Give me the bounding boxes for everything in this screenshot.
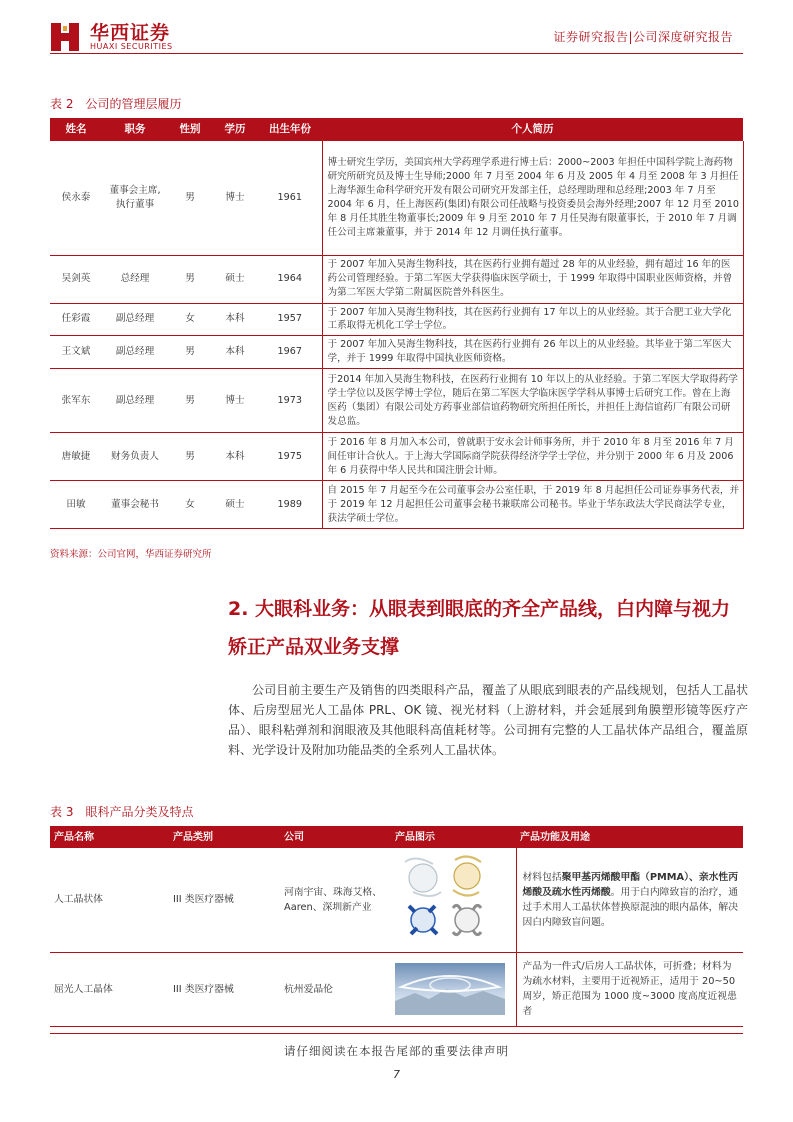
gender-cell: 男 [168,141,212,255]
bio-cell: 于2014 年加入昊海生物科技，在医药行业拥有 10 年以上的从业经验。于第二军医大学取得药学学士学位以及医学博士学位，随后在第二军医大学临床医学学科从事博士后研究工作。曾在上海医药（集团）有限公司处方药事业部信谊药物研究所担任所长，并担任上海信谊药厂有限公司研发总监。 [322,369,743,433]
bio-cell: 于 2007 年加入昊海生物科技，其在医药行业拥有 26 年以上的从业经验。其毕业于第二军医大学，并于 1999 年取得中国执业医师资格。 [322,336,743,369]
table2-caption: 表 2 公司的管理层履历 [50,97,182,111]
header-cell: 产品图示 [391,826,516,848]
intraocular-lens-image [395,852,505,948]
birth-year-cell: 1973 [258,369,322,433]
education-cell: 博士 [212,369,258,433]
education-cell: 本科 [212,336,258,369]
title-cell: 副总经理 [102,336,168,369]
name-cell: 吴剑英 [50,255,102,303]
bio-cell: 自 2015 年 7 月起至今在公司董事会办公室任职，于 2019 年 8 月起担任公司证券事务代表，并于 2019 年 12 月起担任公司董事会秘书兼联席公司秘书。毕业于华东政法大学民商法学专业，获法学硕士学位。 [322,481,743,529]
name-cell: 唐敏捷 [50,433,102,481]
section-paragraph: 公司目前主要生产及销售的四类眼科产品，覆盖了从眼底到眼表的产品线规划，包括人工晶状体、后房型屈光人工晶体 PRL、OK 镜、视光材料（上游材料，并会延展到角膜塑形镜等医疗产品）、眼科粘弹剂和润眼液及其他眼科高值耗材等。公司拥有完整的人工晶状体产品组合，覆盖原料、光学设计及附加功能品类的全系列人工晶状体。 [228,683,748,757]
birth-year-cell: 1964 [258,255,322,303]
gender-cell: 男 [168,433,212,481]
birth-year-cell: 1975 [258,433,322,481]
education-cell: 本科 [212,433,258,481]
education-cell: 硕士 [212,255,258,303]
header-cell: 性别 [168,118,212,141]
product-category-cell: III 类医疗器械 [169,952,280,1026]
title-cell: 董事会主席,执行董事 [102,141,168,255]
logo-chinese: 华西证券 [90,22,171,44]
birth-year-cell: 1967 [258,336,322,369]
table-row [50,255,743,303]
management-table [50,118,744,529]
name-cell: 侯永泰 [50,141,102,255]
table2-source: 资料来源：公司官网，华西证券研究所 [50,549,212,560]
product-image-cell [391,848,516,952]
education-cell: 本科 [212,303,258,336]
bio-cell: 于 2007 年加入昊海生物科技，其在医药行业拥有 17 年以上的从业经验。其于合肥工业大学化工系取得无机化工学士学位。 [322,303,743,336]
bio-cell: 于 2007 年加入昊海生物科技，其在医药行业拥有超过 28 年的从业经验，拥有超过 16 年的医药公司管理经验。于第二军医大学获得临床医学硕士，于 1999 年取得中国职业医师资格，并曾为第二军医大学第二附属医院普外科医生。 [322,255,743,303]
table-row [50,336,743,369]
title-cell: 总经理 [102,255,168,303]
table-row [50,141,743,255]
header-cell: 学历 [212,118,258,141]
name-cell: 任彩霞 [50,303,102,336]
header-cell: 个人简历 [322,118,743,141]
table-header-row [50,826,743,848]
header-divider [50,53,743,54]
header-cell: 公司 [280,826,391,848]
header-cell: 产品功能及用途 [516,826,743,848]
table-row [50,848,743,952]
education-cell: 博士 [212,141,258,255]
header-cell: 产品名称 [50,826,169,848]
function-text-suffix: 。用于白内障致盲的治疗，通过手术用人工晶状体替换原混浊的眼内晶体，解决因白内障致盲问题。 [522,886,739,928]
product-name-cell: 屈光人工晶体 [50,952,169,1026]
bio-cell: 博士研究生学历，美国宾州大学药理学系进行博士后：2000~2003 年担任中国科学院上海药物研究所研究员及博士生导师;2000 年 7 月至 2004 年 6 月及 2005 年 4 月至 2008 年 3 月担任上海华源生命科学研究开发有限公司研究开发部主任，总经理助理和总经理;2003 年 7 月至 2004 年 6 月，任上海医药(集团)有限公司任战略与投资委员会海外经理;2007 年 12 月至 2010 年 8 月任其胜生物董事长;2009 年 9 月至 2010 年 7 月任昊海有限董事长，于 2010 年 7 月调任公司主席兼董事，并于 2014 年 12 月调任执行董事。 [322,141,743,255]
section-title: 2. 大眼科业务：从眼表到眼底的齐全产品线，白内障与视力矫正产品双业务支撑 [228,598,731,658]
function-text-prefix: 产品为一件式/后房人工晶状体，可折叠；材料为为疏水材料，主要用于近视矫正，适用于 20~50 周岁，矫正范围为 1000 度~3000 度高度近视患者 [522,961,737,1017]
title-cell: 董事会秘书 [102,481,168,529]
education-cell: 硕士 [212,481,258,529]
gender-cell: 男 [168,255,212,303]
company-cell: 河南宇宙、珠海艾格、Aaren、深圳新产业 [280,848,391,952]
product-image-cell [391,952,516,1026]
birth-year-cell: 1989 [258,481,322,529]
gender-cell: 女 [168,481,212,529]
page-number: 7 [393,1068,400,1081]
header-cell: 职务 [102,118,168,141]
product-name-cell: 人工晶状体 [50,848,169,952]
product-function-cell [516,952,743,1026]
huaxi-logo-icon [48,20,82,54]
legal-notice: 请仔细阅读在本报告尾部的重要法律声明 [284,1044,509,1058]
table-row [50,481,743,529]
ophthalmic-products-table [50,826,743,1027]
table-row [50,433,743,481]
logo-english: HUAXI SECURITIES [90,42,173,51]
header-cell: 姓名 [50,118,102,141]
table-header-row [50,118,743,141]
company-cell: 杭州爱晶伦 [280,952,391,1026]
gender-cell: 男 [168,336,212,369]
report-type-label: 证券研究报告|公司深度研究报告 [553,30,733,44]
name-cell: 田敏 [50,481,102,529]
product-function-cell [516,848,743,952]
gender-cell: 女 [168,303,212,336]
table3-caption: 表 3 眼科产品分类及特点 [50,805,194,819]
header-cell: 出生年份 [258,118,322,141]
phakic-lens-image [395,961,505,1017]
name-cell: 张军东 [50,369,102,433]
table-row [50,303,743,336]
title-cell: 副总经理 [102,369,168,433]
footer-divider [50,1033,743,1034]
birth-year-cell: 1961 [258,141,322,255]
bio-cell: 于 2016 年 8 月加入本公司，曾就职于安永会计师事务所，并于 2010 年 8 月至 2016 年 7 月间任审计合伙人。于上海大学国际商学院获得经济学学士学位，并分别于 2000 年 6 月及 2006 年 6 月获得中华人民共和国注册会计师。 [322,433,743,481]
function-text-bold: 聚甲基丙烯酸甲酯（PMMA）、亲水性丙烯酸及疏水性丙烯酸 [522,871,739,898]
product-category-cell: III 类医疗器械 [169,848,280,952]
header-cell: 产品类别 [169,826,280,848]
name-cell: 王文斌 [50,336,102,369]
function-text-prefix: 材料包括 [522,871,562,883]
gender-cell: 男 [168,369,212,433]
table-row [50,952,743,1026]
title-cell: 副总经理 [102,303,168,336]
table-row [50,369,743,433]
title-cell: 财务负责人 [102,433,168,481]
birth-year-cell: 1957 [258,303,322,336]
